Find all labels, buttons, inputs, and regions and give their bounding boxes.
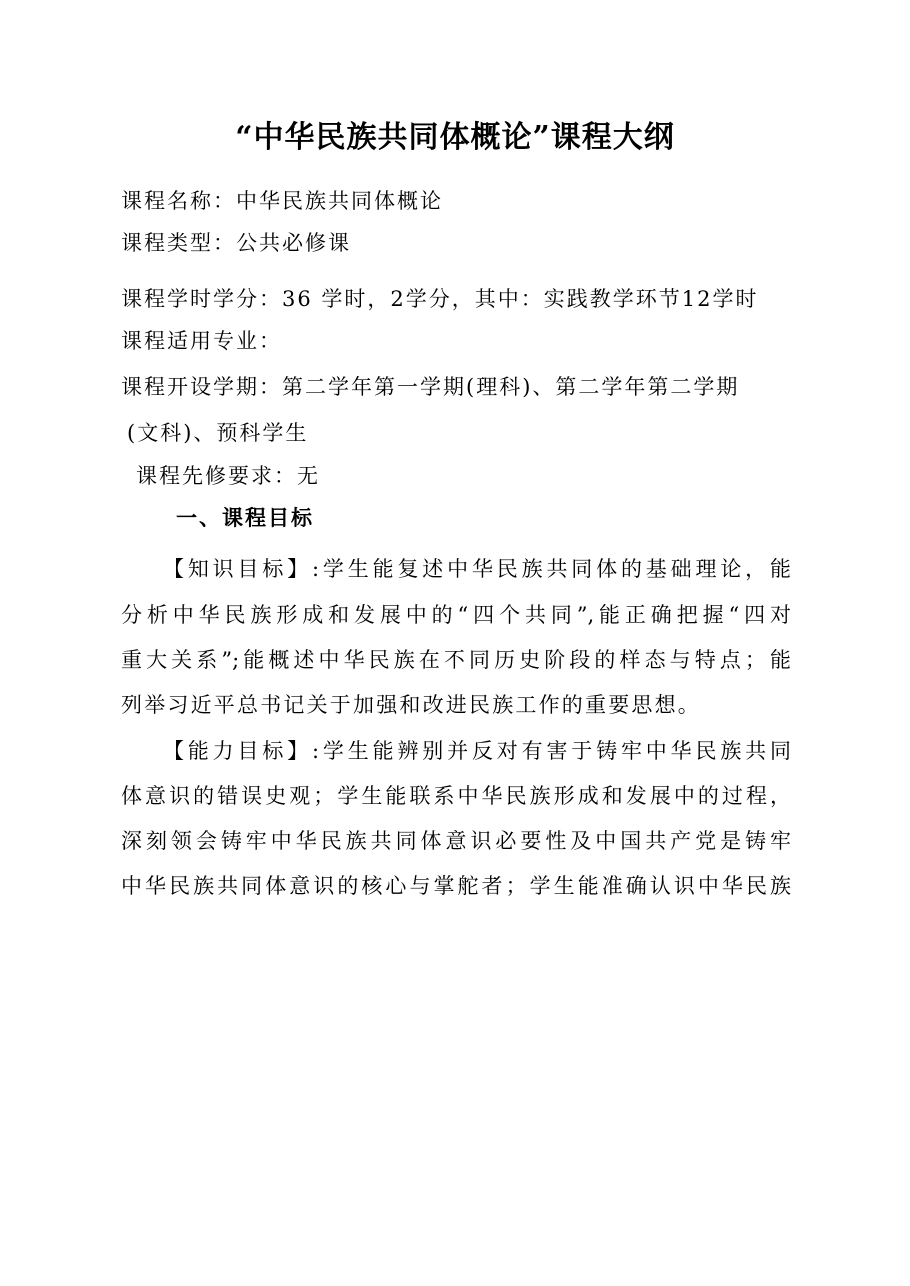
section-heading-course-objectives: 一、课程目标 [176,505,314,530]
course-semester-line-2: (文科)、预科学生 [127,421,309,445]
ability-objective-line-4: 中华民族共同体意识的核心与掌舵者；学生能准确认识中华民族 [121,874,791,898]
course-applicable-majors: 课程适用专业： [121,329,282,353]
knowledge-objective-line-4: 列举习近平总书记关于加强和改进民族工作的重要思想。 [121,693,701,717]
course-type: 课程类型：公共必修课 [121,231,351,255]
ability-objective-line-2: 体意识的错误史观；学生能联系中华民族形成和发展中的过程， [121,784,791,808]
course-prerequisite: 课程先修要求：无 [136,464,320,488]
course-name: 课程名称：中华民族共同体概论 [121,189,443,213]
ability-objective-line-1: 【能力目标】:学生能辨别并反对有害于铸牢中华民族共同 [163,739,791,763]
course-semester-line-1: 课程开设学期：第二学年第一学期(理科)、第二学年第二学期 [121,375,740,399]
course-hours-credits: 课程学时学分：36 学时，2学分，其中：实践教学环节12学时 [121,287,759,311]
knowledge-objective-line-3: 重大关系”;能概述中华民族在不同历史阶段的样态与特点；能 [121,648,791,672]
knowledge-objective-line-2: 分析中华民族形成和发展中的“四个共同”,能正确把握“四对 [121,603,791,627]
knowledge-objective-line-1: 【知识目标】:学生能复述中华民族共同体的基础理论，能 [163,557,791,581]
document-title: “中华民族共同体概论”课程大纲 [235,120,675,155]
ability-objective-line-3: 深刻领会铸牢中华民族共同体意识必要性及中国共产党是铸牢 [121,829,791,853]
